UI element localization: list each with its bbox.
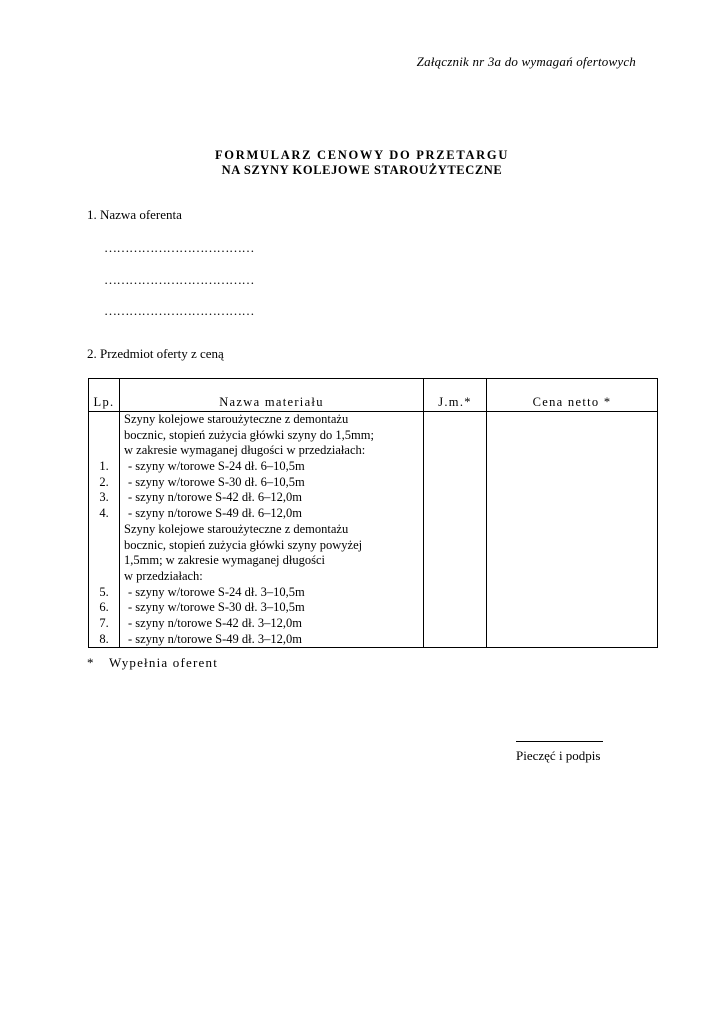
material-line: 1,5mm; w zakresie wymaganej długości bbox=[124, 553, 325, 568]
header-unit: J.m.* bbox=[424, 379, 487, 412]
lp-cell: 5. bbox=[99, 584, 109, 599]
unit-cell[interactable] bbox=[424, 412, 487, 648]
lp-cell bbox=[89, 443, 119, 459]
material-item: - szyny w/torowe S-24 dł. 6–10,5m bbox=[128, 459, 305, 474]
material-line: Szyny kolejowe staroużyteczne z demontażu bbox=[124, 521, 349, 536]
lp-cell: 7. bbox=[99, 615, 109, 630]
header-material-name: Nazwa materiału bbox=[120, 379, 424, 412]
material-item: - szyny w/torowe S-30 dł. 3–10,5m bbox=[128, 600, 305, 615]
lp-cell: 8. bbox=[99, 631, 109, 646]
footnote-text: Wypełnia oferent bbox=[109, 655, 219, 670]
material-item: - szyny n/torowe S-49 dł. 6–12,0m bbox=[128, 506, 302, 521]
material-item: - szyny n/torowe S-42 dł. 6–12,0m bbox=[128, 490, 302, 505]
signature-line bbox=[516, 741, 603, 742]
material-line: w zakresie wymaganej długości w przedziałach: bbox=[124, 443, 366, 458]
lp-cell bbox=[89, 412, 119, 428]
header-lp: Lp. bbox=[89, 379, 120, 412]
signature-label: Pieczęć i podpis bbox=[516, 748, 601, 763]
footnote bbox=[87, 655, 218, 671]
material-item: - szyny n/torowe S-42 dł. 3–12,0m bbox=[128, 615, 302, 630]
lp-cell: 4. bbox=[99, 506, 109, 521]
lp-cell bbox=[89, 538, 119, 554]
price-table bbox=[88, 378, 658, 648]
net-price-cell[interactable] bbox=[487, 412, 658, 648]
lp-cell bbox=[89, 428, 119, 444]
lp-cell: 3. bbox=[99, 490, 109, 505]
bidder-name-line-2: ……………………………… bbox=[104, 272, 254, 287]
table-row bbox=[89, 412, 658, 648]
title-line-2: NA SZYNY KOLEJOWE STAROUŻYTECZNE bbox=[221, 163, 503, 177]
bidder-name-line-3: ……………………………… bbox=[104, 303, 254, 318]
lp-cell: 2. bbox=[99, 474, 109, 489]
header-net-price: Cena netto * bbox=[487, 379, 658, 412]
table-header-row bbox=[89, 379, 658, 412]
material-line: bocznic, stopień zużycia główki szyny powyżej bbox=[124, 537, 363, 552]
bidder-name-line-1: ……………………………… bbox=[104, 240, 254, 255]
material-line: Szyny kolejowe staroużyteczne z demontażu bbox=[124, 412, 349, 426]
lp-column bbox=[89, 412, 120, 648]
footnote-asterisk: * bbox=[87, 655, 95, 670]
lp-cell: 1. bbox=[99, 459, 109, 474]
material-item: - szyny w/torowe S-24 dł. 3–10,5m bbox=[128, 584, 305, 599]
material-column bbox=[120, 412, 424, 648]
lp-cell bbox=[89, 553, 119, 569]
title-line-1: FORMULARZ CENOWY DO PRZETARGU bbox=[214, 148, 510, 162]
section-2-label: 2. Przedmiot oferty z ceną bbox=[87, 346, 224, 361]
material-item: - szyny w/torowe S-30 dł. 6–10,5m bbox=[128, 474, 305, 489]
lp-cell bbox=[89, 522, 119, 538]
material-line: w przedziałach: bbox=[124, 568, 203, 583]
material-line: bocznic, stopień zużycia główki szyny do 1,5mm; bbox=[124, 427, 374, 442]
material-item: - szyny n/torowe S-49 dł. 3–12,0m bbox=[128, 631, 302, 646]
annex-label: Załącznik nr 3a do wymagań ofertowych bbox=[416, 54, 636, 69]
lp-cell: 6. bbox=[99, 600, 109, 615]
lp-cell bbox=[89, 569, 119, 585]
section-1-label: 1. Nazwa oferenta bbox=[87, 207, 182, 222]
document-title bbox=[0, 148, 724, 178]
